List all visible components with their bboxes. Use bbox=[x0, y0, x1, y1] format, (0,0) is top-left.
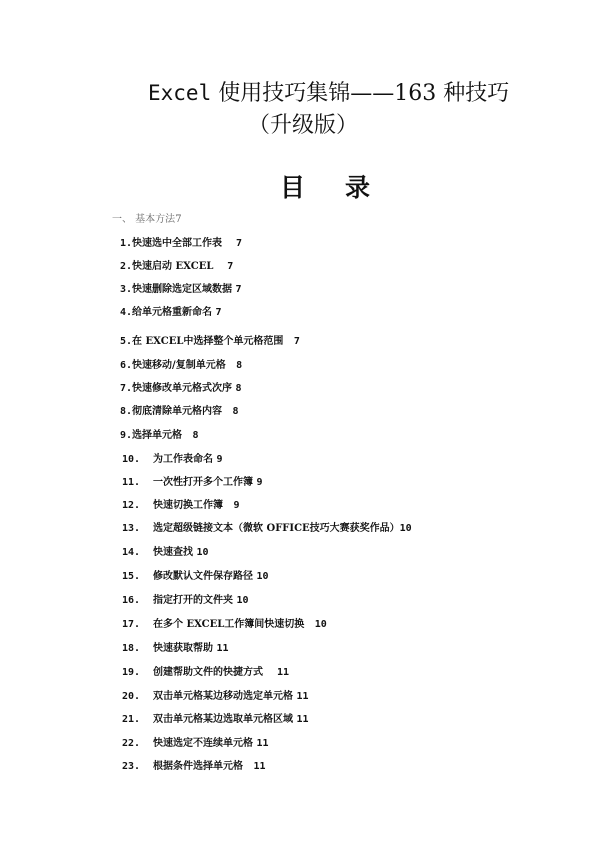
entry-page: 7 bbox=[227, 261, 234, 272]
entry-text: 创建帮助文件的快捷方式 bbox=[153, 667, 263, 678]
entry-separator bbox=[213, 261, 227, 272]
section-label: 一、 基本方法 bbox=[112, 214, 176, 225]
entry-separator bbox=[304, 619, 314, 630]
entry-text: 在多个 EXCEL工作簿间快速切换 bbox=[153, 619, 305, 630]
entry-text: 快速查找 bbox=[153, 547, 193, 558]
entry-page: 11 bbox=[256, 738, 269, 749]
entry-number: 15. bbox=[122, 571, 141, 582]
entry-text: 快速切换工作簿 bbox=[153, 500, 223, 511]
entry-number: 12. bbox=[122, 500, 141, 511]
entry-number: 7. bbox=[120, 383, 133, 394]
entry-page: 8 bbox=[236, 360, 243, 371]
toc-entry[interactable] bbox=[122, 666, 289, 680]
toc-entry[interactable] bbox=[122, 499, 239, 513]
entry-page: 7 bbox=[293, 336, 300, 347]
entry-page: 11 bbox=[296, 691, 309, 702]
entry-separator bbox=[222, 238, 236, 249]
toc-entry[interactable] bbox=[122, 618, 327, 632]
entry-text: 快速移动/复制单元格 bbox=[132, 360, 226, 371]
entry-text: 选择单元格 bbox=[132, 430, 183, 441]
entry-separator bbox=[283, 336, 293, 347]
toc-entry[interactable] bbox=[122, 594, 249, 608]
toc-entry[interactable] bbox=[120, 359, 242, 373]
entry-number: 5. bbox=[120, 336, 133, 347]
entry-text: 快速获取帮助 bbox=[153, 643, 213, 654]
entry-number: 17. bbox=[122, 619, 141, 630]
entry-number: 22. bbox=[122, 738, 141, 749]
entry-page: 10 bbox=[236, 595, 249, 606]
toc-heading-left: 目 bbox=[280, 173, 306, 202]
entry-text: 指定打开的文件夹 bbox=[153, 595, 233, 606]
section-page: 7 bbox=[175, 214, 182, 225]
entry-number: 6. bbox=[120, 360, 133, 371]
entry-number: 2. bbox=[120, 261, 133, 272]
entry-number: 11. bbox=[122, 477, 141, 488]
entry-page: 9 bbox=[256, 477, 263, 488]
toc-entry[interactable] bbox=[122, 546, 209, 560]
entry-text: 快速选中全部工作表 bbox=[132, 238, 223, 249]
entry-text: 选定超级链接文本（微软 OFFICE技巧大赛获奖作品） bbox=[153, 523, 400, 534]
toc-section-heading[interactable] bbox=[112, 210, 182, 225]
entry-separator bbox=[263, 667, 277, 678]
entry-page: 8 bbox=[192, 430, 199, 441]
toc-entry[interactable] bbox=[122, 737, 269, 751]
entry-number: 9. bbox=[120, 430, 133, 441]
entry-text: 快速修改单元格式次序 bbox=[132, 383, 233, 394]
entry-number: 20. bbox=[122, 691, 141, 702]
toc-entry[interactable] bbox=[120, 405, 239, 419]
entry-text: 双击单元格某边选取单元格区域 bbox=[153, 714, 293, 725]
entry-number: 1. bbox=[120, 238, 133, 249]
entry-separator bbox=[226, 360, 236, 371]
entry-number: 23. bbox=[122, 761, 141, 772]
entry-text: 快速选定不连续单元格 bbox=[153, 738, 253, 749]
entry-number: 18. bbox=[122, 643, 141, 654]
entry-text: 给单元格重新命名 bbox=[132, 307, 213, 318]
entry-number: 8. bbox=[120, 406, 133, 417]
toc-entry[interactable] bbox=[120, 237, 242, 251]
entry-text: 快速启动 EXCEL bbox=[132, 261, 214, 272]
entry-page: 8 bbox=[235, 383, 242, 394]
toc-entry[interactable] bbox=[122, 570, 269, 584]
toc-entry[interactable] bbox=[122, 522, 412, 536]
entry-page: 11 bbox=[216, 643, 229, 654]
toc-entry[interactable] bbox=[120, 429, 199, 443]
entry-page: 10 bbox=[256, 571, 269, 582]
toc-entry[interactable] bbox=[122, 713, 309, 727]
entry-text: 根据条件选择单元格 bbox=[153, 761, 243, 772]
document-title bbox=[148, 76, 509, 107]
entry-text: 双击单元格某边移动选定单元格 bbox=[153, 691, 293, 702]
entry-separator bbox=[223, 500, 233, 511]
toc-entry[interactable] bbox=[122, 690, 309, 704]
entry-page: 10 bbox=[196, 547, 209, 558]
entry-page: 9 bbox=[233, 500, 240, 511]
entry-number: 21. bbox=[122, 714, 141, 725]
entry-separator bbox=[222, 406, 232, 417]
entry-number: 4. bbox=[120, 307, 133, 318]
entry-text: 彻底清除单元格内容 bbox=[132, 406, 223, 417]
entry-text: 为工作表命名 bbox=[153, 454, 213, 465]
entry-number: 14. bbox=[122, 547, 141, 558]
entry-page: 7 bbox=[235, 284, 242, 295]
entry-text: 在 EXCEL中选择整个单元格范围 bbox=[132, 336, 284, 347]
entry-page: 11 bbox=[253, 761, 266, 772]
entry-number: 19. bbox=[122, 667, 141, 678]
document-title-latin: Excel bbox=[148, 81, 212, 105]
entry-number: 10. bbox=[122, 454, 141, 465]
toc-heading-right: 录 bbox=[345, 173, 371, 202]
entry-separator bbox=[243, 761, 253, 772]
entry-text: 快速删除选定区域数据 bbox=[132, 284, 233, 295]
toc-entry[interactable] bbox=[120, 382, 242, 396]
entry-number: 3. bbox=[120, 284, 133, 295]
document-title-main: 使用技巧集锦——163 种技巧 bbox=[211, 81, 510, 106]
toc-entry[interactable] bbox=[122, 476, 263, 490]
toc-entry[interactable] bbox=[120, 335, 300, 349]
toc-entry[interactable] bbox=[120, 306, 222, 320]
toc-entry[interactable] bbox=[120, 283, 242, 297]
toc-heading bbox=[280, 168, 370, 204]
entry-page: 8 bbox=[232, 406, 239, 417]
entry-page: 7 bbox=[235, 238, 243, 249]
document-subtitle: （升级版） bbox=[248, 113, 359, 138]
entry-page: 11 bbox=[276, 667, 289, 678]
entry-page: 10 bbox=[399, 523, 412, 534]
toc-entry[interactable] bbox=[122, 760, 266, 774]
toc-entry[interactable] bbox=[120, 260, 233, 274]
entry-number: 13. bbox=[122, 523, 141, 534]
toc-entry[interactable] bbox=[122, 453, 223, 467]
entry-page: 7 bbox=[215, 307, 222, 318]
entry-number: 16. bbox=[122, 595, 141, 606]
toc-entry[interactable] bbox=[122, 642, 229, 656]
entry-page: 10 bbox=[314, 619, 327, 630]
entry-separator bbox=[182, 430, 192, 441]
entry-page: 9 bbox=[216, 454, 223, 465]
entry-page: 11 bbox=[296, 714, 309, 725]
entry-text: 一次性打开多个工作簿 bbox=[153, 477, 253, 488]
entry-text: 修改默认文件保存路径 bbox=[153, 571, 253, 582]
